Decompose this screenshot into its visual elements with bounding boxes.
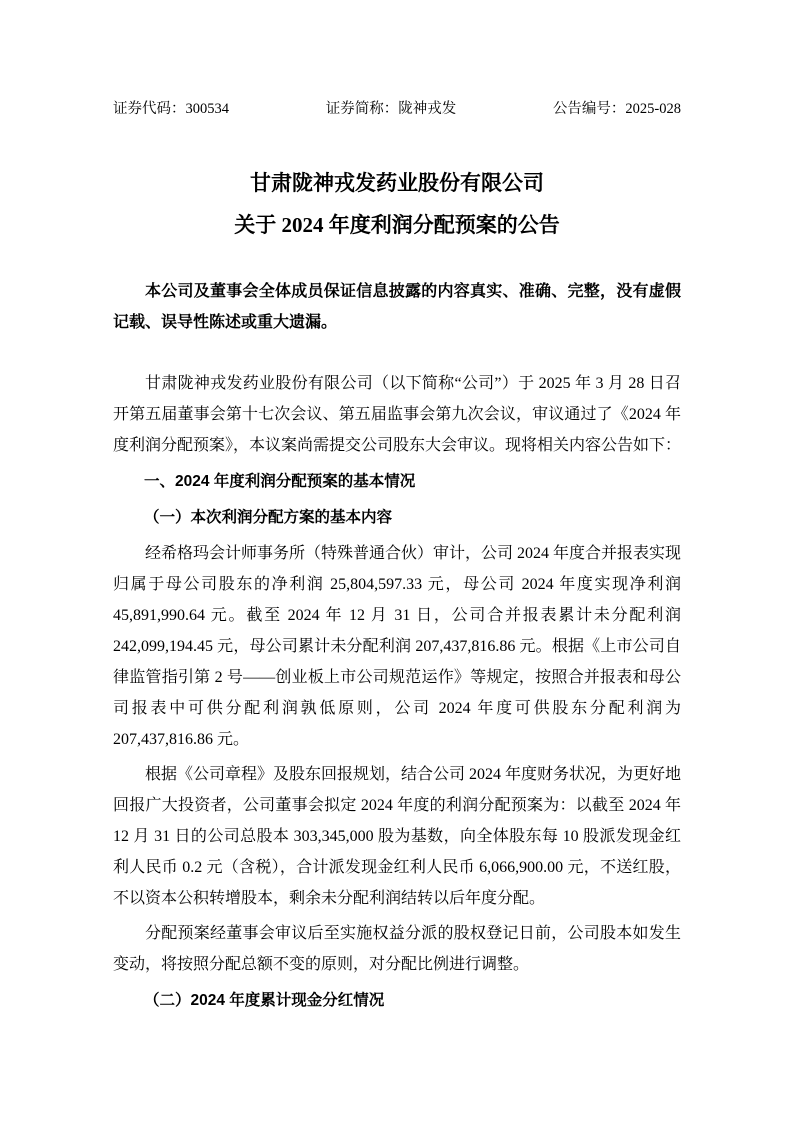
announcement-subject-title-line: 关于 2024 年度利润分配预案的公告 [234, 213, 560, 237]
stock-code: 证券代码：300534 [113, 101, 229, 117]
announcement-number: 公告编号：2025-028 [552, 101, 681, 117]
adjustment-principle-paragraph: 分配预案经董事会审议后至实施权益分派的股权登记日前，公司股本如发生变动，将按照分配总额不变的原则，对分配比例进行调整。 [113, 925, 681, 973]
company-name-title-line: 甘肃陇神戎发药业股份有限公司 [250, 171, 544, 195]
document-header [113, 98, 681, 120]
document-body [113, 276, 681, 1016]
audit-results-paragraph: 经希格玛会计师事务所（特殊普通合伙）审计，公司 2024 年度合并报表实现归属于母公司股东的净利润 25,804,597.33 元，母公司 2024 年度实现净利润 45,891,990.64 元。截至 2024 年 12 月 31 日，公司合并报表累计未分配利润 242,099,194.45 元，母公司累计未分配利润 207,437,816.86 元。根据《上市公司自律监管指引第 2 号——创业板上市公司规范运作》等规定，按照合并报表和母公司报表中可供分配利润孰低原则，公司 2024 年度可供股东分配利润为 207,437,816.86 元。 [113, 545, 682, 748]
subsection-1-1-heading: （一）本次利润分配方案的基本内容 [144, 509, 393, 526]
declaration-paragraph: 本公司及董事会全体成员保证信息披露的内容真实、准确、完整，没有虚假记载、误导性陈述或重大遗漏。 [113, 283, 681, 331]
section-1-heading: 一、2024 年度利润分配预案的基本情况 [144, 473, 416, 490]
stock-abbreviation: 证券简称：陇神戎发 [325, 101, 457, 117]
distribution-plan-paragraph: 根据《公司章程》及股东回报规划，结合公司 2024 年度财务状况，为更好地回报广大投资者，公司董事会拟定 2024 年度的利润分配预案为：以截至 2024 年 12 月 31 日的公司总股本 303,345,000 股为基数，向全体股东每 10 股派发现金红利人民币 0.2 元（含税），合计派发现金红利人民币 6,066,900.00 元，不送红股，不以资本公积转增股本，剩余未分配利润结转以后年度分配。 [113, 766, 682, 907]
intro-paragraph: 甘肃陇神戎发药业股份有限公司（以下简称“公司”）于 2025 年 3 月 28 日召开第五届董事会第十七次会议、第五届监事会第九次会议，审议通过了《2024 年度利润分配预案》，本议案尚需提交公司股东大会审议。现将相关内容公告如下： [113, 375, 682, 454]
subsection-1-2-heading: （二）2024 年度累计现金分红情况 [144, 992, 385, 1009]
document-title [113, 162, 681, 246]
